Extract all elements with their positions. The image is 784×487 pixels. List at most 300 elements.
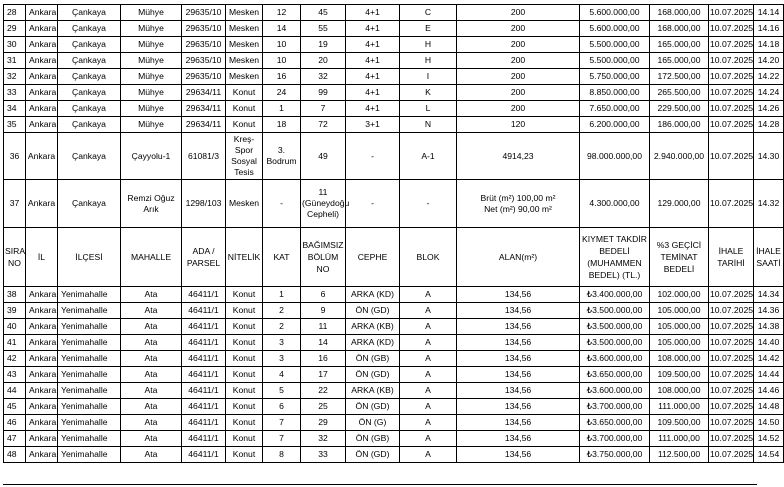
cell-mahalle: Ata	[121, 415, 182, 431]
cell-tarih: 10.07.2025	[709, 447, 754, 463]
cell-teminat: 165.000,00	[650, 37, 709, 53]
cell-blok: A	[400, 431, 457, 447]
cell-tarih: 10.07.2025	[709, 303, 754, 319]
cell-ada-parsel: 46411/1	[182, 287, 226, 303]
cell-saat: 14.46	[754, 383, 784, 399]
cell-il: Ankara	[26, 117, 58, 133]
cell-ilce: Çankaya	[58, 21, 121, 37]
cell-alan: 134,56	[457, 399, 580, 415]
cell-blok: A	[400, 287, 457, 303]
cell-cephe: ÖN (GD)	[346, 367, 400, 383]
cell-nitelik: Mesken	[226, 37, 263, 53]
cell-tarih: 10.07.2025	[709, 37, 754, 53]
cell-ada-parsel: 46411/1	[182, 415, 226, 431]
cell-mahalle: Ata	[121, 399, 182, 415]
cell-cephe: 4+1	[346, 5, 400, 21]
cell-ilce: Çankaya	[58, 53, 121, 69]
cell-il: Ankara	[26, 37, 58, 53]
cell-alan: 134,56	[457, 287, 580, 303]
table-row	[4, 5, 784, 21]
cell-ada-parsel: 29635/10	[182, 53, 226, 69]
alan-net: Net (m²) 90,00 m²	[484, 203, 552, 214]
cell-bagimsiz-bolum: 72	[301, 117, 346, 133]
cell-il: Ankara	[26, 383, 58, 399]
cell-ilce: Çankaya	[58, 37, 121, 53]
cell-alan: 200	[457, 69, 580, 85]
cell-ada-parsel: 29634/11	[182, 85, 226, 101]
cell-blok: H	[400, 53, 457, 69]
cell-il: Ankara	[26, 287, 58, 303]
cell-ilce: Yenimahalle	[58, 319, 121, 335]
table-body-middle	[4, 133, 784, 287]
cell-mahalle: Ata	[121, 287, 182, 303]
cell-nitelik: Mesken	[226, 21, 263, 37]
cell-mahalle: Ata	[121, 367, 182, 383]
cell-tarih: 10.07.2025	[709, 180, 754, 228]
cell-tarih: 10.07.2025	[709, 287, 754, 303]
cell-alan: 134,56	[457, 335, 580, 351]
cell-il: Ankara	[26, 133, 58, 180]
cell-nitelik: Konut	[226, 319, 263, 335]
cell-il: Ankara	[26, 431, 58, 447]
cell-mahalle: Mühye	[121, 5, 182, 21]
cell-kat: 2	[263, 303, 301, 319]
cell-sira: 28	[4, 5, 26, 21]
cell-mahalle: Ata	[121, 431, 182, 447]
cell-ada-parsel: 46411/1	[182, 399, 226, 415]
cell-saat: 14.22	[754, 69, 784, 85]
cell-kat: 10	[263, 53, 301, 69]
cell-il: Ankara	[26, 53, 58, 69]
cell-nitelik: Mesken	[226, 69, 263, 85]
cell-teminat: 108.000,00	[650, 351, 709, 367]
cell-bagimsiz-bolum: 45	[301, 5, 346, 21]
cell-ilce: Çankaya	[58, 69, 121, 85]
cell-bedel: ₺3.650.000,00	[580, 415, 650, 431]
table-header-row	[4, 228, 784, 287]
cell-blok: N	[400, 117, 457, 133]
table-body-top	[4, 5, 784, 133]
cell-sira: 34	[4, 101, 26, 117]
cell-ilce: Çankaya	[58, 133, 121, 180]
cell-ada-parsel: 61081/3	[182, 133, 226, 180]
cell-kat: 4	[263, 367, 301, 383]
cell-bagimsiz-bolum: 22	[301, 383, 346, 399]
cell-sira: 44	[4, 383, 26, 399]
cell-ada-parsel: 29634/11	[182, 101, 226, 117]
cell-blok: K	[400, 85, 457, 101]
cell-teminat: 168.000,00	[650, 21, 709, 37]
cell-bedel: 5.750.000,00	[580, 69, 650, 85]
table-row	[4, 367, 784, 383]
cell-blok: A	[400, 447, 457, 463]
cell-sira: 42	[4, 351, 26, 367]
cell-ada-parsel: 46411/1	[182, 303, 226, 319]
table-row	[4, 37, 784, 53]
cell-ilce: Çankaya	[58, 5, 121, 21]
cell-saat: 14.28	[754, 117, 784, 133]
cell-bagimsiz-bolum: 20	[301, 53, 346, 69]
cell-blok: A	[400, 383, 457, 399]
cell-ilce: Yenimahalle	[58, 367, 121, 383]
cell-nitelik: Konut	[226, 415, 263, 431]
cell-ada-parsel: 46411/1	[182, 367, 226, 383]
cell-tarih: 10.07.2025	[709, 69, 754, 85]
cell-nitelik: Konut	[226, 447, 263, 463]
cell-kat: 16	[263, 69, 301, 85]
cell-mahalle: Mühye	[121, 117, 182, 133]
cell-nitelik: Kreş-Spor Sosyal Tesis	[226, 133, 263, 180]
cell-blok: A	[400, 367, 457, 383]
table-row	[4, 101, 784, 117]
table-row	[4, 85, 784, 101]
table-row	[4, 117, 784, 133]
cell-kat: 7	[263, 415, 301, 431]
cell-ada-parsel: 46411/1	[182, 319, 226, 335]
cell-tarih: 10.07.2025	[709, 351, 754, 367]
table-row	[4, 319, 784, 335]
cell-bedel: ₺3.650.000,00	[580, 367, 650, 383]
cell-saat: 14.38	[754, 319, 784, 335]
cell-saat: 14.42	[754, 351, 784, 367]
cell-tarih: 10.07.2025	[709, 319, 754, 335]
header-il: İL	[26, 228, 58, 287]
cell-kat: 12	[263, 5, 301, 21]
header-nitelik: NİTELİK	[226, 228, 263, 287]
cell-saat: 14.26	[754, 101, 784, 117]
cell-nitelik: Mesken	[226, 5, 263, 21]
cell-sira: 35	[4, 117, 26, 133]
cell-saat: 14.32	[754, 180, 784, 228]
cell-alan: 134,56	[457, 303, 580, 319]
cell-cephe: ÖN (GD)	[346, 399, 400, 415]
cell-nitelik: Konut	[226, 303, 263, 319]
cell-il: Ankara	[26, 69, 58, 85]
cell-teminat: 111.000,00	[650, 431, 709, 447]
cell-il: Ankara	[26, 303, 58, 319]
cell-cephe: ÖN (GB)	[346, 431, 400, 447]
cell-alan: 134,56	[457, 431, 580, 447]
cell-sira: 40	[4, 319, 26, 335]
cell-nitelik: Konut	[226, 85, 263, 101]
cell-kat: 3	[263, 351, 301, 367]
cell-sira: 29	[4, 21, 26, 37]
cell-cephe: ARKA (KD)	[346, 335, 400, 351]
cell-cephe: ÖN (GD)	[346, 447, 400, 463]
cell-mahalle: Ata	[121, 319, 182, 335]
cell-tarih: 10.07.2025	[709, 53, 754, 69]
header-alan: ALAN(m²)	[457, 228, 580, 287]
cell-teminat: 105.000,00	[650, 303, 709, 319]
cell-bedel: 5.500.000,00	[580, 53, 650, 69]
cell-il: Ankara	[26, 367, 58, 383]
header-ihale-saati: İHALE SAATİ	[754, 228, 784, 287]
cell-cephe: ÖN (GD)	[346, 303, 400, 319]
cell-cephe: ÖN (GB)	[346, 351, 400, 367]
cell-blok: A	[400, 319, 457, 335]
cell-saat: 14.34	[754, 287, 784, 303]
cell-cephe: 4+1	[346, 53, 400, 69]
cell-sira: 39	[4, 303, 26, 319]
cell-bedel: 4.300.000,00	[580, 180, 650, 228]
header-mahalle: MAHALLE	[121, 228, 182, 287]
cell-il: Ankara	[26, 319, 58, 335]
cell-alan: 120	[457, 117, 580, 133]
cell-alan: 200	[457, 37, 580, 53]
cell-sira: 30	[4, 37, 26, 53]
header-bedel: KIYMET TAKDİR BEDELİ (MUHAMMEN BEDEL) (TL.)	[580, 228, 650, 287]
cell-kat: 6	[263, 399, 301, 415]
cell-teminat: 186.000,00	[650, 117, 709, 133]
cell-kat: 14	[263, 21, 301, 37]
cell-teminat: 165.000,00	[650, 53, 709, 69]
cell-teminat: 109.500,00	[650, 415, 709, 431]
cell-teminat: 229.500,00	[650, 101, 709, 117]
cell-kat: 7	[263, 431, 301, 447]
cell-nitelik: Konut	[226, 117, 263, 133]
cell-mahalle: Çayyolu-1	[121, 133, 182, 180]
cell-alan: 134,56	[457, 415, 580, 431]
cell-ilce: Yenimahalle	[58, 447, 121, 463]
cell-nitelik: Konut	[226, 351, 263, 367]
cell-saat: 14.20	[754, 53, 784, 69]
cell-ilce: Yenimahalle	[58, 415, 121, 431]
cell-il: Ankara	[26, 415, 58, 431]
cell-ada-parsel: 29635/10	[182, 69, 226, 85]
cell-ilce: Yenimahalle	[58, 383, 121, 399]
cell-cephe: ARKA (KB)	[346, 319, 400, 335]
cell-teminat: 2.940.000,00	[650, 133, 709, 180]
cell-mahalle: Ata	[121, 303, 182, 319]
cell-kat: 5	[263, 383, 301, 399]
cell-mahalle: Mühye	[121, 37, 182, 53]
cell-nitelik: Konut	[226, 335, 263, 351]
cell-bagimsiz-bolum: 25	[301, 399, 346, 415]
cell-cephe: 4+1	[346, 21, 400, 37]
cell-saat: 14.16	[754, 21, 784, 37]
cell-bagimsiz-bolum: 17	[301, 367, 346, 383]
cell-saat: 14.24	[754, 85, 784, 101]
cell-mahalle: Mühye	[121, 69, 182, 85]
cell-bagimsiz-bolum: 7	[301, 101, 346, 117]
cell-cephe: ARKA (KB)	[346, 383, 400, 399]
header-blok: BLOK	[400, 228, 457, 287]
cell-il: Ankara	[26, 399, 58, 415]
cell-nitelik: Mesken	[226, 53, 263, 69]
cell-teminat: 111.000,00	[650, 399, 709, 415]
cell-kat: 3. Bodrum	[263, 133, 301, 180]
table-row	[4, 335, 784, 351]
cell-alan: 134,56	[457, 383, 580, 399]
cell-mahalle: Mühye	[121, 85, 182, 101]
cell-mahalle: Ata	[121, 383, 182, 399]
cell-saat: 14.14	[754, 5, 784, 21]
cell-cephe: ÖN (G)	[346, 415, 400, 431]
cell-mahalle: Remzi Oğuz Arık	[121, 180, 182, 228]
table-row	[4, 287, 784, 303]
cell-sira: 33	[4, 85, 26, 101]
cell-il: Ankara	[26, 180, 58, 228]
cell-tarih: 10.07.2025	[709, 21, 754, 37]
cell-sira: 38	[4, 287, 26, 303]
cell-ada-parsel: 46411/1	[182, 383, 226, 399]
cell-blok: C	[400, 5, 457, 21]
cell-bedel: 5.500.000,00	[580, 37, 650, 53]
cell-bagimsiz-bolum: 32	[301, 431, 346, 447]
cell-teminat: 105.000,00	[650, 335, 709, 351]
cell-bagimsiz-bolum: 11	[301, 319, 346, 335]
cell-tarih: 10.07.2025	[709, 367, 754, 383]
cell-nitelik: Konut	[226, 431, 263, 447]
header-teminat: %3 GEÇİCİ TEMİNAT BEDELİ	[650, 228, 709, 287]
cell-ilce: Yenimahalle	[58, 303, 121, 319]
cell-bedel: ₺3.700.000,00	[580, 431, 650, 447]
cell-ilce: Çankaya	[58, 117, 121, 133]
cell-blok: A	[400, 399, 457, 415]
cell-kat: 8	[263, 447, 301, 463]
cell-bagimsiz-bolum: 33	[301, 447, 346, 463]
cell-blok: A	[400, 351, 457, 367]
cell-blok: A	[400, 303, 457, 319]
cell-tarih: 10.07.2025	[709, 415, 754, 431]
cell-tarih: 10.07.2025	[709, 431, 754, 447]
cell-bagimsiz-bolum: 11 (Güneydoğu Cepheli)	[301, 180, 346, 228]
cell-teminat: 168.000,00	[650, 5, 709, 21]
cell-kat: -	[263, 180, 301, 228]
cell-nitelik: Konut	[226, 287, 263, 303]
cell-bagimsiz-bolum: 32	[301, 69, 346, 85]
header-bagimsiz-bolum: BAĞIMSIZ BÖLÜM NO	[301, 228, 346, 287]
cell-nitelik: Konut	[226, 101, 263, 117]
cell-tarih: 10.07.2025	[709, 117, 754, 133]
cell-bedel: ₺3.400.000,00	[580, 287, 650, 303]
cell-kat: 10	[263, 37, 301, 53]
cell-alan: 134,56	[457, 351, 580, 367]
cell-tarih: 10.07.2025	[709, 399, 754, 415]
cell-bedel: ₺3.750.000,00	[580, 447, 650, 463]
cell-tarih: 10.07.2025	[709, 5, 754, 21]
table-row	[4, 21, 784, 37]
cell-sira: 36	[4, 133, 26, 180]
cell-blok: H	[400, 37, 457, 53]
cell-cephe: 4+1	[346, 69, 400, 85]
cell-bedel: ₺3.600.000,00	[580, 351, 650, 367]
cell-alan: 200	[457, 85, 580, 101]
cell-kat: 1	[263, 287, 301, 303]
cell-mahalle: Ata	[121, 335, 182, 351]
cell-cephe: 4+1	[346, 101, 400, 117]
cell-sira: 41	[4, 335, 26, 351]
cell-kat: 18	[263, 117, 301, 133]
cell-sira: 43	[4, 367, 26, 383]
cell-il: Ankara	[26, 21, 58, 37]
cell-bedel: 8.850.000,00	[580, 85, 650, 101]
header-ada-parsel: ADA / PARSEL	[182, 228, 226, 287]
cell-ilce: Çankaya	[58, 101, 121, 117]
cell-il: Ankara	[26, 351, 58, 367]
cell-ada-parsel: 29635/10	[182, 5, 226, 21]
table-row	[4, 69, 784, 85]
table-row	[4, 431, 784, 447]
cell-bagimsiz-bolum: 6	[301, 287, 346, 303]
cell-il: Ankara	[26, 101, 58, 117]
cell-bedel: ₺3.500.000,00	[580, 319, 650, 335]
cell-il: Ankara	[26, 85, 58, 101]
cell-il: Ankara	[26, 447, 58, 463]
cell-bedel: 5.600.000,00	[580, 21, 650, 37]
table-row	[4, 383, 784, 399]
cell-alan: 134,56	[457, 447, 580, 463]
cell-cephe: ARKA (KD)	[346, 287, 400, 303]
cell-tarih: 10.07.2025	[709, 101, 754, 117]
cell-tarih: 10.07.2025	[709, 335, 754, 351]
cell-alan: 134,56	[457, 319, 580, 335]
cell-teminat: 129.000,00	[650, 180, 709, 228]
cell-alan	[457, 180, 580, 228]
cell-alan: 200	[457, 5, 580, 21]
cell-sira: 46	[4, 415, 26, 431]
cell-tarih: 10.07.2025	[709, 383, 754, 399]
auction-table	[3, 4, 784, 463]
cell-saat: 14.18	[754, 37, 784, 53]
cell-tarih: 10.07.2025	[709, 133, 754, 180]
cell-ada-parsel: 46411/1	[182, 335, 226, 351]
cell-saat: 14.40	[754, 335, 784, 351]
cell-teminat: 265.500,00	[650, 85, 709, 101]
cell-kat: 3	[263, 335, 301, 351]
cell-cephe: 3+1	[346, 117, 400, 133]
cell-il: Ankara	[26, 335, 58, 351]
cell-cephe: 4+1	[346, 37, 400, 53]
cell-mahalle: Ata	[121, 447, 182, 463]
cell-alan: 200	[457, 53, 580, 69]
cell-teminat: 109.500,00	[650, 367, 709, 383]
cell-blok: A	[400, 415, 457, 431]
cell-blok: -	[400, 180, 457, 228]
cell-nitelik: Konut	[226, 399, 263, 415]
cell-teminat: 112.500,00	[650, 447, 709, 463]
cell-teminat: 172.500,00	[650, 69, 709, 85]
cell-teminat: 108.000,00	[650, 383, 709, 399]
cell-cephe: 4+1	[346, 85, 400, 101]
table-row-36	[4, 133, 784, 180]
cell-bagimsiz-bolum: 55	[301, 21, 346, 37]
cell-nitelik: Konut	[226, 367, 263, 383]
cell-kat: 1	[263, 101, 301, 117]
cell-teminat: 105.000,00	[650, 319, 709, 335]
cell-saat: 14.54	[754, 447, 784, 463]
table-row	[4, 399, 784, 415]
cell-ada-parsel: 46411/1	[182, 351, 226, 367]
cell-nitelik: Mesken	[226, 180, 263, 228]
cell-blok: E	[400, 21, 457, 37]
cell-saat: 14.30	[754, 133, 784, 180]
table-row	[4, 447, 784, 463]
header-cephe: CEPHE	[346, 228, 400, 287]
cell-ilce: Çankaya	[58, 180, 121, 228]
cell-bedel: 5.600.000,00	[580, 5, 650, 21]
table-row	[4, 415, 784, 431]
cell-ilce: Yenimahalle	[58, 399, 121, 415]
cell-bedel: 98.000.000,00	[580, 133, 650, 180]
cell-bagimsiz-bolum: 19	[301, 37, 346, 53]
header-ilce: İLÇESİ	[58, 228, 121, 287]
cell-ada-parsel: 29634/11	[182, 117, 226, 133]
cell-teminat: 102.000,00	[650, 287, 709, 303]
cell-ada-parsel: 29635/10	[182, 37, 226, 53]
header-sira-no: SIRA NO	[4, 228, 26, 287]
cell-bagimsiz-bolum: 9	[301, 303, 346, 319]
